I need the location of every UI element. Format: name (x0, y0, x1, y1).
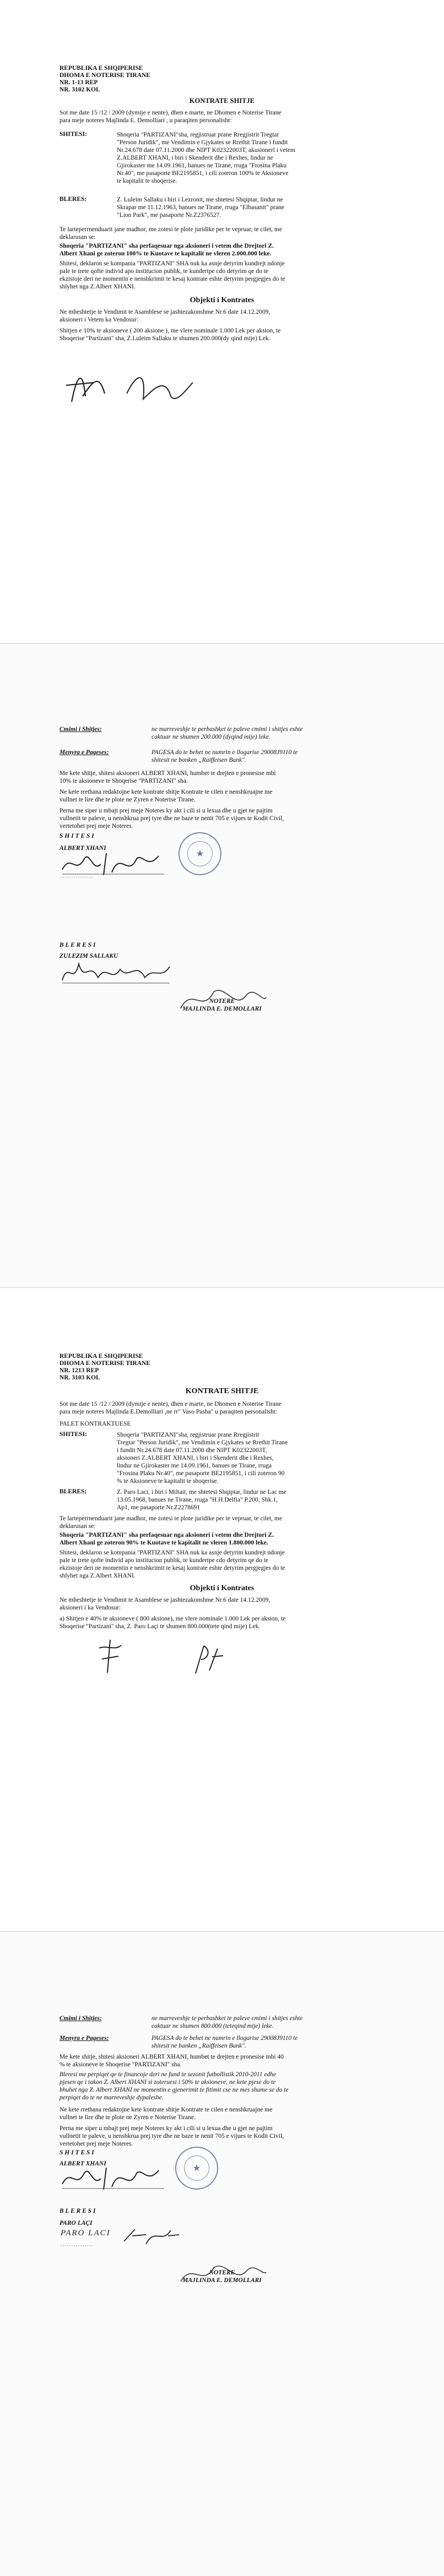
parties-heading: PALET KONTRAKTUESE (59, 1421, 131, 1427)
header-rep-number: NR. 1213 REP (59, 1367, 99, 1374)
object-paragraph: Ne mbeshtetje te Vendimit te Asamblese se jashtezakonshme Nr.6 date 14.12.2009, aksioneri i ka Vendosur: (59, 1597, 270, 1611)
price-text: ne marreveshje te perbashket te paleve cmimi i shitjes eshte caktuar ne shumen 800.000 (teteqind mije) leke. (151, 2015, 303, 2029)
intro-paragraph: Sot me date 15 /12 / 2009 (dymije e nente), dhen e marte, ne Dhomen e Noterise Tirane para meje noteres Majlinda E.Demolliari ,ne rr" Vaso Pasha" u paraqiten personalisht: (59, 1401, 281, 1415)
signature-buyer (59, 956, 175, 989)
document-page-2 (0, 644, 444, 1288)
header-rep-number: NR. 1-13 REP (59, 79, 98, 86)
document-page-3 (0, 1288, 444, 1932)
notary-label: NOTERE (209, 2269, 235, 2276)
company-representation: Shoqeria "PARTIZANI" sha perfaqesuar nga aksioneri i vetem dhe Drejtori Z. Albert Xhani ge zoteron 100% te Kuotave te kapitalit ne vleren 2.000.000 leke. (59, 243, 274, 257)
seller-name: ALBERT XHANI (59, 845, 106, 852)
contract-title: KONTRATE SHITJE (189, 97, 255, 105)
payment-label: Menyra e Pageses: (59, 749, 109, 756)
buyer-name: PARO LAÇI (59, 2220, 93, 2226)
seller-heading: S H I T E S I (59, 833, 94, 839)
notary-name: MAJLINDA E. DEMOLLARI (182, 2277, 262, 2284)
header-kol-number: NR. 3103 KOL (59, 1374, 100, 1381)
header-republic: REPUBLIKA E SHQIPERISE (59, 1353, 143, 1360)
buyer-heading: B L E R E S I (59, 2208, 96, 2214)
seller-heading: S H I T E S I (59, 2149, 94, 2156)
header-republic: REPUBLIKA E SHQIPERISE (59, 65, 143, 72)
seller-name: ALBERT XHANI (59, 2160, 106, 2167)
buyer-description: Z. Luleim Sallaku i biri i Lezronit, me shtetesi Shqiptar, lindur ne Skrapar me 11.12.1963, banues ne Tirane, rruga "Elbasanit" prane "Lion Park", me pasaporte Nr.Z2376527. (117, 197, 285, 219)
payment-text: PAGESA do te behet ne numrin e llogarise 29008J9110 te shitesit ne banken „Raiffeisen Bank". (151, 2035, 298, 2049)
notary-label: NOTERE (209, 998, 235, 1005)
buyer-heading: B L E R E S I (59, 942, 96, 948)
seller-description: Shoqeria "PARTIZANI"sha, regjistruar prane Rregjistrit Tregtar "Person Juridik", me Vendimin e Gjykates se Rrethit Tirane i fundit Nr.24.678 date 07.11.2000 dhe NIPT K02322003T, akusionerl i vetem Z.ALBERT XHANI, i biri i Skenderit dhe i Rexhes, lindur ne Gjirokaster me 14.09.1961, banues ne Tirane, rruga "Frosina Plaku Nr.40", me pasaporte BE2195851, i cili zoteron 100% te Aksioneve te kapitalit te shoqerise. (117, 132, 295, 184)
notary-name: MAJLINDA E. DEMOLLARI (182, 1006, 262, 1012)
seal-star-icon: ★ (192, 2164, 201, 2173)
signature-buyer (121, 2225, 182, 2247)
header-chamber: DHOMA E NOTERISE TIRANE (59, 72, 150, 79)
seller-label: SHITESI: (59, 131, 87, 138)
object-paragraph: Ne mbeshtetje te Vendimit te Asamblese se jashtezakonshme Nr.6 date 14.12.2009, aksioneri i Vetem ka Vendosur: (59, 309, 270, 323)
seller-description: Shoqeria "PARTIZANI"sha, regjistruar prane Rregjistrit Tregtar "Person Juridik", me Vendimin e Gjykates se Rrethit Tirane i fundit Nr.24.678 date 07.11.2000 dhe NIPT K02322003T, aksioneri Z.ALBERT XHANI, i biri i Skenderit dhe i Rexhes, lindur ne Gjirokaster me 14.09.1961, banues ne Tirane, rruga "Frosina Plaku Nr.40", me pasaporte BE2195851, i cili zoteron 90 % te Aksioneve te kapitalit te shoqerise. (117, 1432, 288, 1485)
declaration-paragraph: Te larteperrnenduarit jane madhor, me zotesi te plote juridike per te vepruar, te cilet, me deklarusan se: (59, 1515, 283, 1530)
signature-initials-seller (61, 363, 127, 407)
sale-terms: a) Shitjen e 40% te aksioneve ( 800 aksione), me vlere nominale 1.000 Lek per aksion, te Shoqerise "Partizani" sha, Z. Paro Laçi te shumen 800.000(tete qind mije) Lek. (59, 1616, 286, 1630)
ownership-paragraph: Me kete shitje, shitesi aksioneri ALBERT XHANI, humbet te drejten e pronesise mbi 10% te aksioneve te Shoqerise "PARTIZANI" sha. (59, 770, 276, 784)
agreement-paragraph: Ne kete rrethana redaktojne kete kontrate shitje Kontrate te cilen e nenshkruajne me vullnet te lire dhe te plote ne Zyren e Noterise Tirane. (59, 2106, 273, 2121)
agreement-paragraph: Ne kete rrethana redaktojne kete kontrate shitje Kontrate te cilen e nenshkruajne me vullnet te lire dhe te plote ne Zyren e Noterise Tirane. (59, 789, 273, 803)
signature-initials-buyer (187, 1640, 226, 1679)
seller-label: SHITESI: (59, 1431, 87, 1438)
document-page-4 (0, 1932, 444, 2576)
payment-label: Menyra e Pageses: (59, 2035, 109, 2042)
document-page-1 (0, 0, 444, 644)
liability-paragraph: Shitesi, deklaron se kompania "PARTIZANI" SHA nuk ka asnje detyrim kundrejt ndonje pale te trete qofte individ apo institucion publik, te kundertpe cdo detyrim qe do te ekzistoje deri ne momentin e nenshkrimit te kesaj kontrate eshte detyrim pergjegjes do te shlyhet nga Z.Albert XHANI. (59, 1549, 285, 1579)
signature-caption (61, 875, 94, 881)
notary-paragraph: Perna me siper u mbajt prej meje Noteres ky akt i cili si u lexua dhe u gjet ne pajtim vullnetit te paleve, u nenshkrua prej tyre dhe ne baze te nenit 705 e vijues te Kodit Civil, vertetohet prej meje Noteres. (59, 2125, 284, 2147)
contract-title: KONTRATE SHITJE (185, 1387, 259, 1395)
notary-seal (178, 832, 221, 875)
header-chamber: DHOMA E NOTERISE TIRANE (59, 1360, 150, 1367)
ownership-paragraph: Me kete shitje, shitesi aksioneri ALBERT XHANI, humbet te drejten e pronesise mbi 40 % te aksioneve te Shoqerise "PARTIZANI" sha. (59, 2054, 284, 2068)
signature-seller (59, 2162, 170, 2195)
buyer-label: BLERES: (59, 196, 87, 203)
price-text: ne marreveshje te perbashket te paleve cmimi i shitjes eshte caktuar ne shumen 200.000 (dyqind mije) leke. (151, 726, 303, 740)
signature-caption (61, 2244, 94, 2249)
signature-initials-buyer (121, 366, 198, 410)
signature-initials-seller (94, 1637, 127, 1676)
price-label: Cmimi i Shitjes: (59, 2015, 102, 2022)
intro-paragraph: Sot me date 15 /12 / 2009 (dymije e nente), dhen e marte, ne Dhomen e Noterise Tirane para meje noteres Majlinda E. Demolliari , u paraqiten personalisht: (59, 110, 281, 124)
financing-paragraph: Bleresi me perpiqet qe te financoje deri ne fund te sezonit futbollistik 2010-2011 edhe pjesen qe i takon Z. Albert XHANI si zoteruesi i 50% te aksioneve, ne kete pjese do te bhuhet nga Z. Albert XHANI ne momentin e gjenerimit te fitimit cse ne mes shume se do te perpiqet do te ne marreveshje dypaleshe. (59, 2071, 289, 2101)
liability-paragraph: Shitesi, deklaron se kompania "PARTIZANI" SHA nuk ka asnje detyrim kundrejt ndonje pale te trete qofte individ apo institucion publik, te kundertpe cdo detyrim qe do te ekzistoje deri ne momentin e nenshkrimit te kesaj kontrate eshte detyrim pergjegjes do te shlyhet nga Z.Albert XHANI. (59, 260, 285, 290)
buyer-description: Z. Paro Laci, i biri i Miltait, me shtetesi Shqiptar, lindur ne Lac me 13.05.1968, banues ne Tirane, rruga "H.H.Delfia" P.200, Shk.1, Ap1, me pasaporte Nr.Z2278691 (117, 1489, 286, 1511)
object-heading: Objekti i Kontrates (189, 1584, 255, 1592)
notary-seal (175, 2147, 218, 2190)
header-kol-number: NR. 3102 KOL (59, 86, 100, 93)
buyer-label: BLERES; (59, 1488, 87, 1495)
sale-terms: Shitjen e 10% te aksioneve ( 200 aksione ), me vlere nominale 1.000 Lek per aksion, te Shoqerise "Partizani" sha, Z.Luleim Sallaku te shumen 200.000(dy qind mije) Lek. (59, 328, 281, 342)
price-label: Cmimi i Shitjes: (59, 726, 102, 733)
company-representation: Shoqeria "PARTIZANI" sha perfaqesuar nga aksioneri i vetem dhe Drejtori Z. Albert Xhani ge zoteron 90% te Kuotave te kapitalit ne vleren 1.800.000 leke. (59, 1532, 274, 1546)
notary-paragraph: Perna me siper u mbajt prej meje Noteres ky akt i cili si u lexua dhe u gjet ne pajtim vullnetit te paleve, u nenshkrua prej tyre dhe ne baze te nenit 705 e vijues te Kodit Civil, vertetohet prej meje Noteres. (59, 807, 284, 829)
seal-star-icon: ★ (196, 849, 204, 859)
declaration-paragraph: Te larteperrnenduarit jane madhor, me zotesi te plote juridike per te vepruar, te cilet, me deklarusan se: (59, 226, 283, 241)
object-heading: Objekti i Kontrates (189, 296, 255, 304)
buyer-name: ZULEZIM SALLAKU (59, 953, 118, 959)
payment-text: PAGESA do te behet ne numrin e llogarise 29008J9110 te shitesit ne banken „Raiffeisen Bank". (151, 749, 298, 763)
buyer-handwritten-name: PARO LACI (61, 2229, 111, 2237)
